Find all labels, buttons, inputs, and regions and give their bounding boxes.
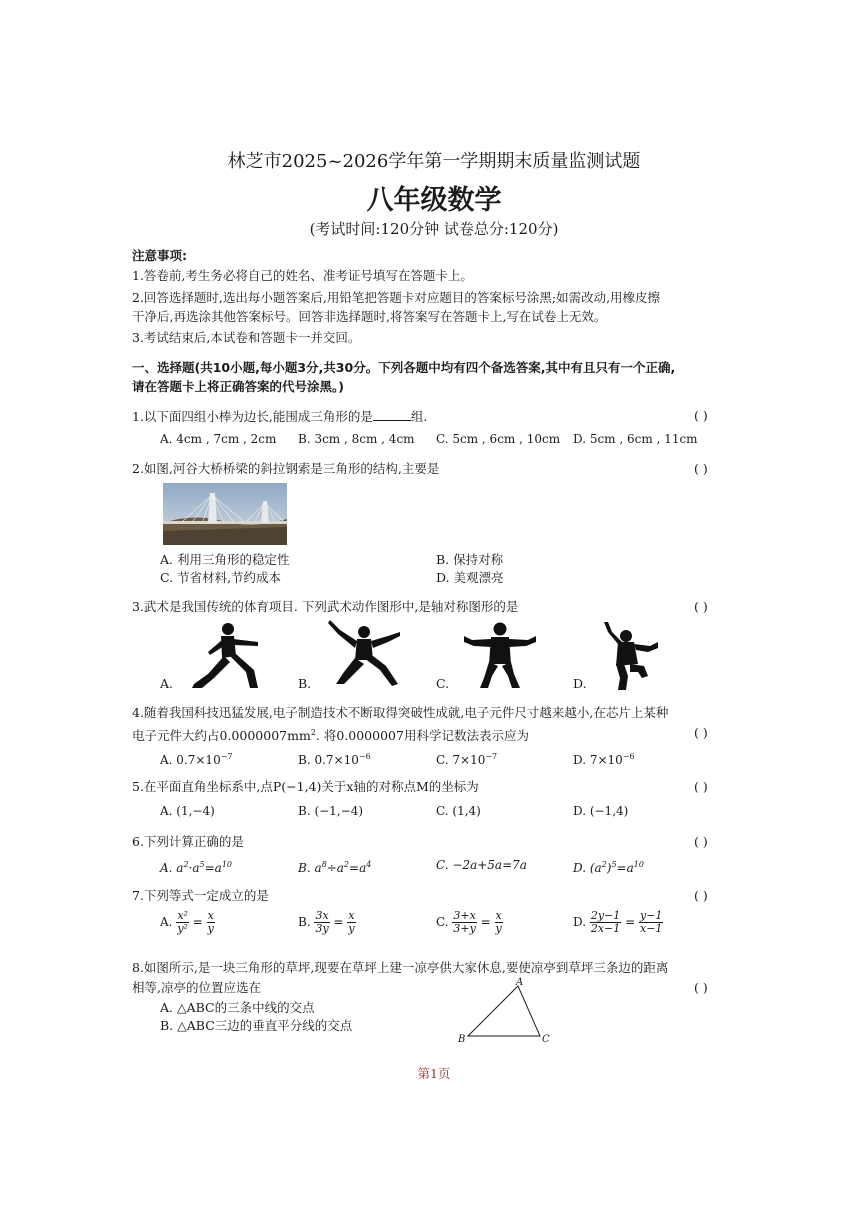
q2-stem: 2.如图,河谷大桥桥梁的斜拉钢索是三角形的结构,主要是 (132, 461, 440, 476)
q1-option-d: D. 5cm , 6cm , 11cm (573, 432, 698, 446)
notice-item-3: 3.考试结束后,本试卷和答题卡一并交回。 (132, 330, 361, 345)
q4-option-a: A. $0.7\times 10^{-7}$ (160, 752, 233, 767)
q8-stem-b: 相等,凉亭的位置应选在 (132, 980, 261, 995)
q8-option-b: B. △ABC三边的垂直平分线的交点 (160, 1018, 353, 1033)
section1-heading-a: 一、选择题(共10小题,每小题3分,共30分。下列各题中均有四个备选答案,其中有且只有一个正确, (132, 360, 676, 375)
q4-answer-paren: ( ) (694, 725, 708, 740)
q7-option-c: C. $\frac{3+x}{3+y}$ = $\frac{x}{y}$ (436, 909, 502, 935)
notice-heading: 注意事项: (132, 248, 187, 263)
page-number: 第1页 (417, 1066, 451, 1081)
q4-stem-a: 4.随着我国科技迅猛发展,电子制造技术不断取得突破性成就,电子元件尺寸越来越小,在芯片上某种 (132, 705, 669, 720)
exam-info: (考试时间:120分钟 试卷总分:120分) (309, 220, 559, 238)
subject-title: 八年级数学 (366, 185, 502, 216)
q3-answer-paren: ( ) (694, 599, 708, 614)
q1-stem: 1.以下面四组小棒为边长,能围成三角形的是 组. (132, 409, 428, 424)
martial-arts-figure-a (188, 622, 264, 688)
q6-stem: 6.下列计算正确的是 (132, 834, 244, 849)
section1-heading-b: 请在答题卡上将正确答案的代号涂黑。) (132, 379, 344, 394)
q5-answer-paren: ( ) (694, 779, 708, 794)
martial-arts-figure-d (600, 620, 660, 692)
q3-stem: 3.武术是我国传统的体育项目. 下列武术动作图形中,是轴对称图形的是 (132, 599, 519, 614)
q5-option-d: D. (−1,4) (573, 804, 629, 818)
q2-option-c: C. 节省材料,节约成本 (160, 570, 282, 585)
q5-option-a: A. (1,−4) (160, 804, 215, 818)
q6-option-d: D. $(a^2)^5=a^{10}$ (573, 860, 644, 875)
q7-option-a: A. $\frac{\text{x²}}{\text{y²}}$ = $\frac{x}{y}$ (160, 909, 214, 935)
q4-option-c: C. $7\times 10^{-7}$ (436, 752, 498, 767)
martial-arts-figure-b (326, 618, 402, 690)
bridge-photo (163, 483, 287, 545)
notice-item-2a: 2.回答选择题时,选出每小题答案后,用铅笔把答题卡对应题目的答案标号涂黑;如需改动,用橡皮擦 (132, 290, 661, 305)
notice-item-1: 1.答卷前,考生务必将自己的姓名、准考证号填写在答题卡上。 (132, 268, 473, 283)
q1-answer-paren: ( ) (694, 408, 708, 423)
q6-option-c: C. −2a+5a=7a (436, 858, 527, 872)
q4-option-b: B. $0.7\times 10^{-6}$ (298, 752, 371, 767)
vertex-label-b: B (458, 1034, 466, 1045)
q4-stem-b: 电子元件大约占$0.0000007mm^2$. 将0.0000007用科学记数法表示应为 (132, 728, 529, 744)
q3-option-b: B. (298, 676, 312, 691)
q1-option-a: A. 4cm , 7cm , 2cm (160, 432, 277, 446)
q3-option-a: A. (160, 676, 174, 691)
q2-option-b: B. 保持对称 (436, 552, 504, 567)
q7-option-d: D. $\frac{2y-1}{2x-1}$ = $\frac{y-1}{x-1}$ (573, 909, 663, 935)
q2-option-d: D. 美观漂亮 (436, 570, 504, 585)
q2-answer-paren: ( ) (694, 461, 708, 476)
q7-option-b: B. $\frac{3x}{3y}$ = $\frac{x}{y}$ (298, 909, 355, 935)
q7-stem: 7.下列等式一定成立的是 (132, 888, 269, 903)
vertex-label-c: C (542, 1034, 550, 1045)
q6-option-a: A. $a^2\cdot a^5=a^{10}$ (160, 860, 233, 875)
vertex-label-a: A (516, 977, 524, 988)
q2-option-a: A. 利用三角形的稳定性 (160, 552, 290, 567)
q1-option-c: C. 5cm , 6cm , 10cm (436, 432, 561, 446)
q5-option-c: C. (1,4) (436, 804, 481, 818)
answer-blank (373, 408, 411, 421)
q8-option-a: A. △ABC的三条中线的交点 (160, 1000, 315, 1015)
q6-option-b: B. $a^8\div a^2=a^4$ (298, 860, 372, 875)
q3-option-c: C. (436, 676, 450, 691)
notice-item-2b: 干净后,再选涂其他答案标号。回答非选择题时,将答案写在答题卡上,写在试卷上无效。 (132, 309, 607, 324)
q7-answer-paren: ( ) (694, 888, 708, 903)
q3-option-d: D. (573, 676, 587, 691)
triangle-abc-diagram (452, 976, 562, 1048)
q5-stem: 5.在平面直角坐标系中,点P(−1,4)关于x轴的对称点M的坐标为 (132, 779, 479, 794)
q8-stem-a: 8.如图所示,是一块三角形的草坪,现要在草坪上建一凉亭供大家休息,要使凉亭到草坪三条边的距离 (132, 960, 669, 975)
q6-answer-paren: ( ) (694, 834, 708, 849)
q5-option-b: B. (−1,−4) (298, 804, 364, 818)
q4-option-d: D. $7\times 10^{-6}$ (573, 752, 635, 767)
exam-title: 林芝市2025~2026学年第一学期期末质量监测试题 (227, 151, 641, 172)
martial-arts-figure-c (462, 620, 538, 690)
q1-option-b: B. 3cm , 8cm , 4cm (298, 432, 415, 446)
q8-answer-paren: ( ) (694, 980, 708, 995)
